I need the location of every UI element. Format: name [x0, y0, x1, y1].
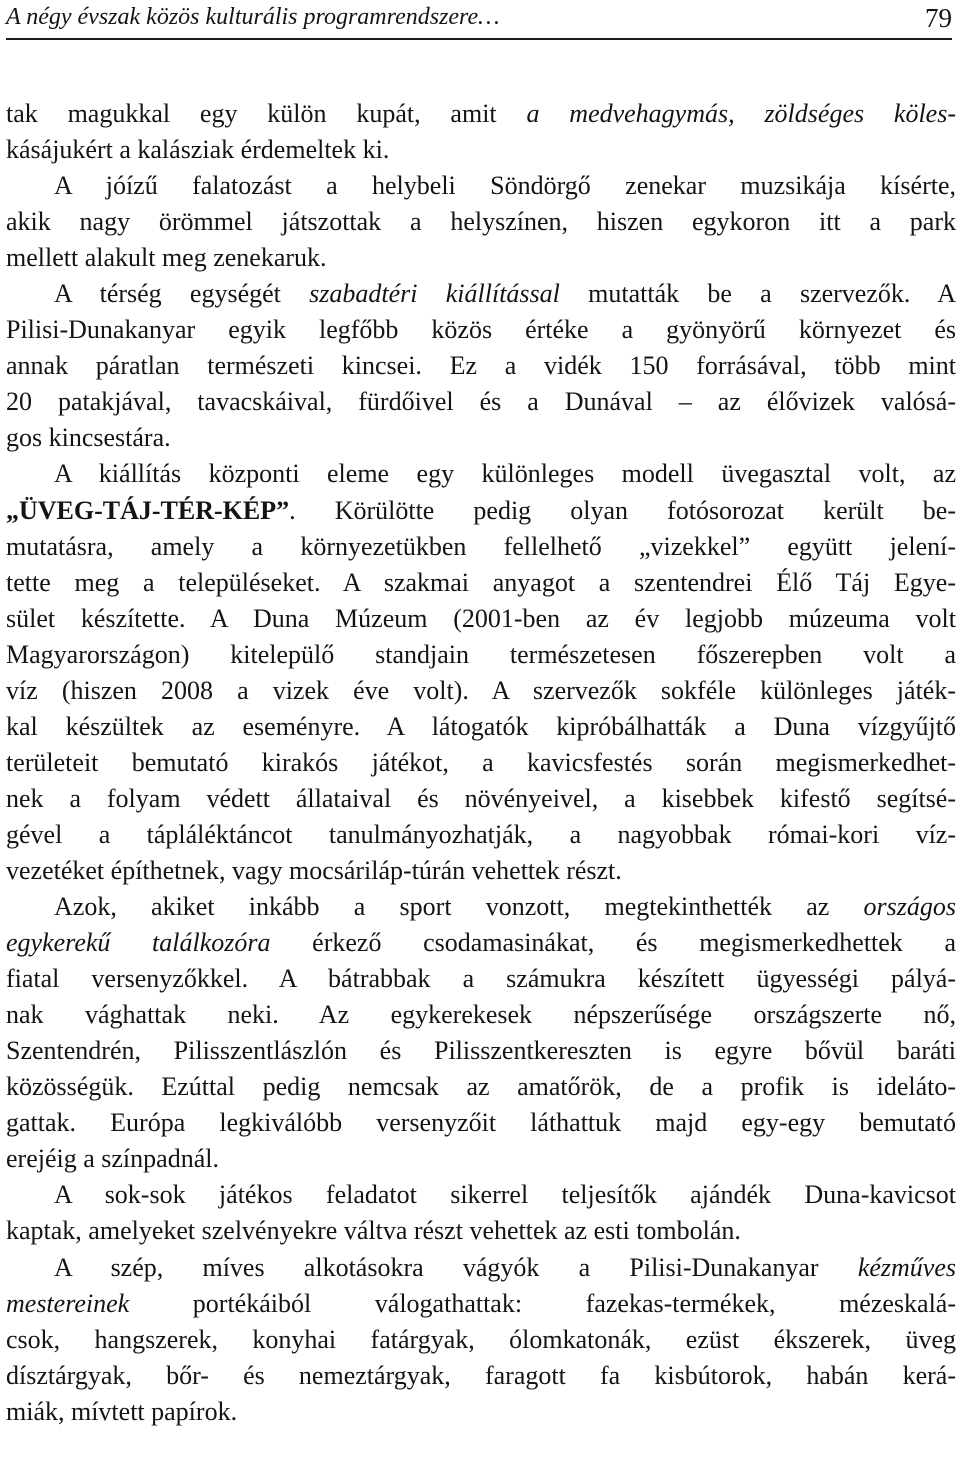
italic-phrase: szabadtéri kiállítással	[309, 279, 560, 309]
bold-phrase: „ÜVEG-TÁJ-TÉR-KÉP”	[6, 495, 290, 525]
text-line: gos kincsestára.	[6, 423, 171, 453]
text-line: mellett alakult meg zenekaruk.	[6, 243, 327, 273]
page-number: 79	[925, 3, 952, 33]
text-line: területeit bemutató kirakós játékot, a kavicsfestés során megismerkedhet-	[6, 747, 956, 777]
text-line	[6, 276, 956, 312]
text-line: kásájukért a kalásziak érdemeltek ki.	[6, 135, 390, 165]
text-line: tette meg a településeket. A szakmai anyagot a szentendrei Élő Táj Egye-	[6, 567, 956, 597]
text-line: gével a tápláléktáncot tanulmányozhatják, a nagyobbak római-kori víz-	[6, 819, 956, 849]
italic-phrase: kézműves	[857, 1252, 956, 1282]
text-line: gattak. Európa legkiválóbb versenyzőit láthattuk majd egy-egy bemutató	[6, 1108, 956, 1138]
text-run: A sok-sok játékos feladatot sikerrel teljesítők ajándék Duna-kavicsot	[54, 1180, 956, 1210]
text-line: nek a folyam védett állataival és növényeivel, a kisebbek kifestő segítsé-	[6, 783, 956, 813]
italic-phrase: mestereinek	[6, 1288, 130, 1318]
text-line	[6, 1286, 956, 1322]
text-line: fiatal versenyzőkkel. A bátrabbak a számukra készített ügyességi pályá-	[6, 964, 956, 994]
text-run: A térség egységét	[54, 279, 310, 309]
text-line	[6, 889, 956, 925]
text-line	[6, 96, 956, 132]
text-line: 20 patakjával, tavacskáival, fürdőivel és a Dunával – az élővizek valósá-	[6, 387, 956, 417]
running-header	[6, 0, 952, 40]
text-line: akik nagy örömmel játszottak a helyszínen, hiszen egykoron itt a park	[6, 207, 956, 237]
italic-phrase: országos	[863, 892, 956, 922]
text-run: A jóízű falatozást a helybeli Söndörgő zenekar muzsikája kísérte,	[54, 171, 956, 201]
text-line	[6, 925, 956, 961]
italic-phrase: egykerekű találkozóra	[6, 928, 271, 958]
text-line	[6, 1250, 956, 1286]
running-header-title: A négy évszak közös kulturális programrendszere…	[6, 4, 500, 30]
text-run: érkező csodamasinákat, és megismerkedhettek a	[270, 928, 957, 958]
text-line: annak páratlan természeti kincsei. Ez a vidék 150 forrásával, több mint	[6, 351, 956, 381]
text-run: portékáiból válogathattak: fazekas-termékek, mézeskalá-	[129, 1288, 956, 1318]
body-text	[6, 96, 956, 1430]
text-run: mutatták be a szervezők. A	[559, 279, 956, 309]
text-line: csok, hangszerek, konyhai fatárgyak, ólomkatonák, ezüst ékszerek, üveg	[6, 1324, 956, 1354]
italic-phrase: a medvehagymás, zöldséges köles-	[526, 99, 957, 128]
text-line: víz (hiszen 2008 a vizek éve volt). A szervezők sokféle különleges játék-	[6, 675, 956, 705]
text-run: . Körülötte pedig olyan fotósorozat került be-	[289, 495, 956, 525]
text-line: Pilisi-Dunakanyar egyik legfőbb közös értéke a gyönyörű környezet és	[6, 315, 956, 345]
text-line: közösségük. Ezúttal pedig nemcsak az amatőrök, de a profik is ideláto-	[6, 1072, 956, 1102]
text-line: dísztárgyak, bőr- és nemeztárgyak, faragott fa kisbútorok, habán kerá-	[6, 1360, 956, 1390]
text-line	[6, 1177, 956, 1213]
text-line: Szentendrén, Pilisszentlászlón és Pilisszentkereszten is egyre bővül baráti	[6, 1036, 956, 1066]
text-line	[6, 493, 956, 529]
text-line: kal készültek az eseményre. A látogatók kipróbálhatták a Duna vízgyűjtő	[6, 711, 956, 741]
text-run: A kiállítás központi eleme egy különleges modell üvegasztal volt, az	[54, 459, 956, 489]
text-run: tak magukkal egy külön kupát, amit	[6, 99, 527, 128]
text-line	[6, 456, 956, 492]
text-line: mutatásra, amely a környezetükben fellelhető „vizekkel” együtt jelení-	[6, 531, 956, 561]
text-line: Magyarországon) kitelepülő standjain természetesen főszerepben volt a	[6, 639, 956, 669]
text-line: sület készítette. A Duna Múzeum (2001-ben az év legjobb múzeuma volt	[6, 603, 956, 633]
text-line: vezetéket építhetnek, vagy mocsáriláp-túrán vehettek részt.	[6, 855, 622, 885]
text-line: kaptak, amelyeket szelvényekre váltva részt vehettek az esti tombolán.	[6, 1216, 741, 1246]
text-line: nak vághattak neki. Az egykerekesek népszerűsége országszerte nő,	[6, 1000, 956, 1030]
text-run: Azok, akiket inkább a sport vonzott, megtekinthették az	[54, 892, 864, 922]
text-line: miák, mívtett papírok.	[6, 1396, 238, 1426]
text-run: A szép, míves alkotásokra vágyók a Pilisi-Dunakanyar	[54, 1252, 858, 1282]
text-line	[6, 168, 956, 204]
text-line: erejéig a színpadnál.	[6, 1144, 219, 1174]
